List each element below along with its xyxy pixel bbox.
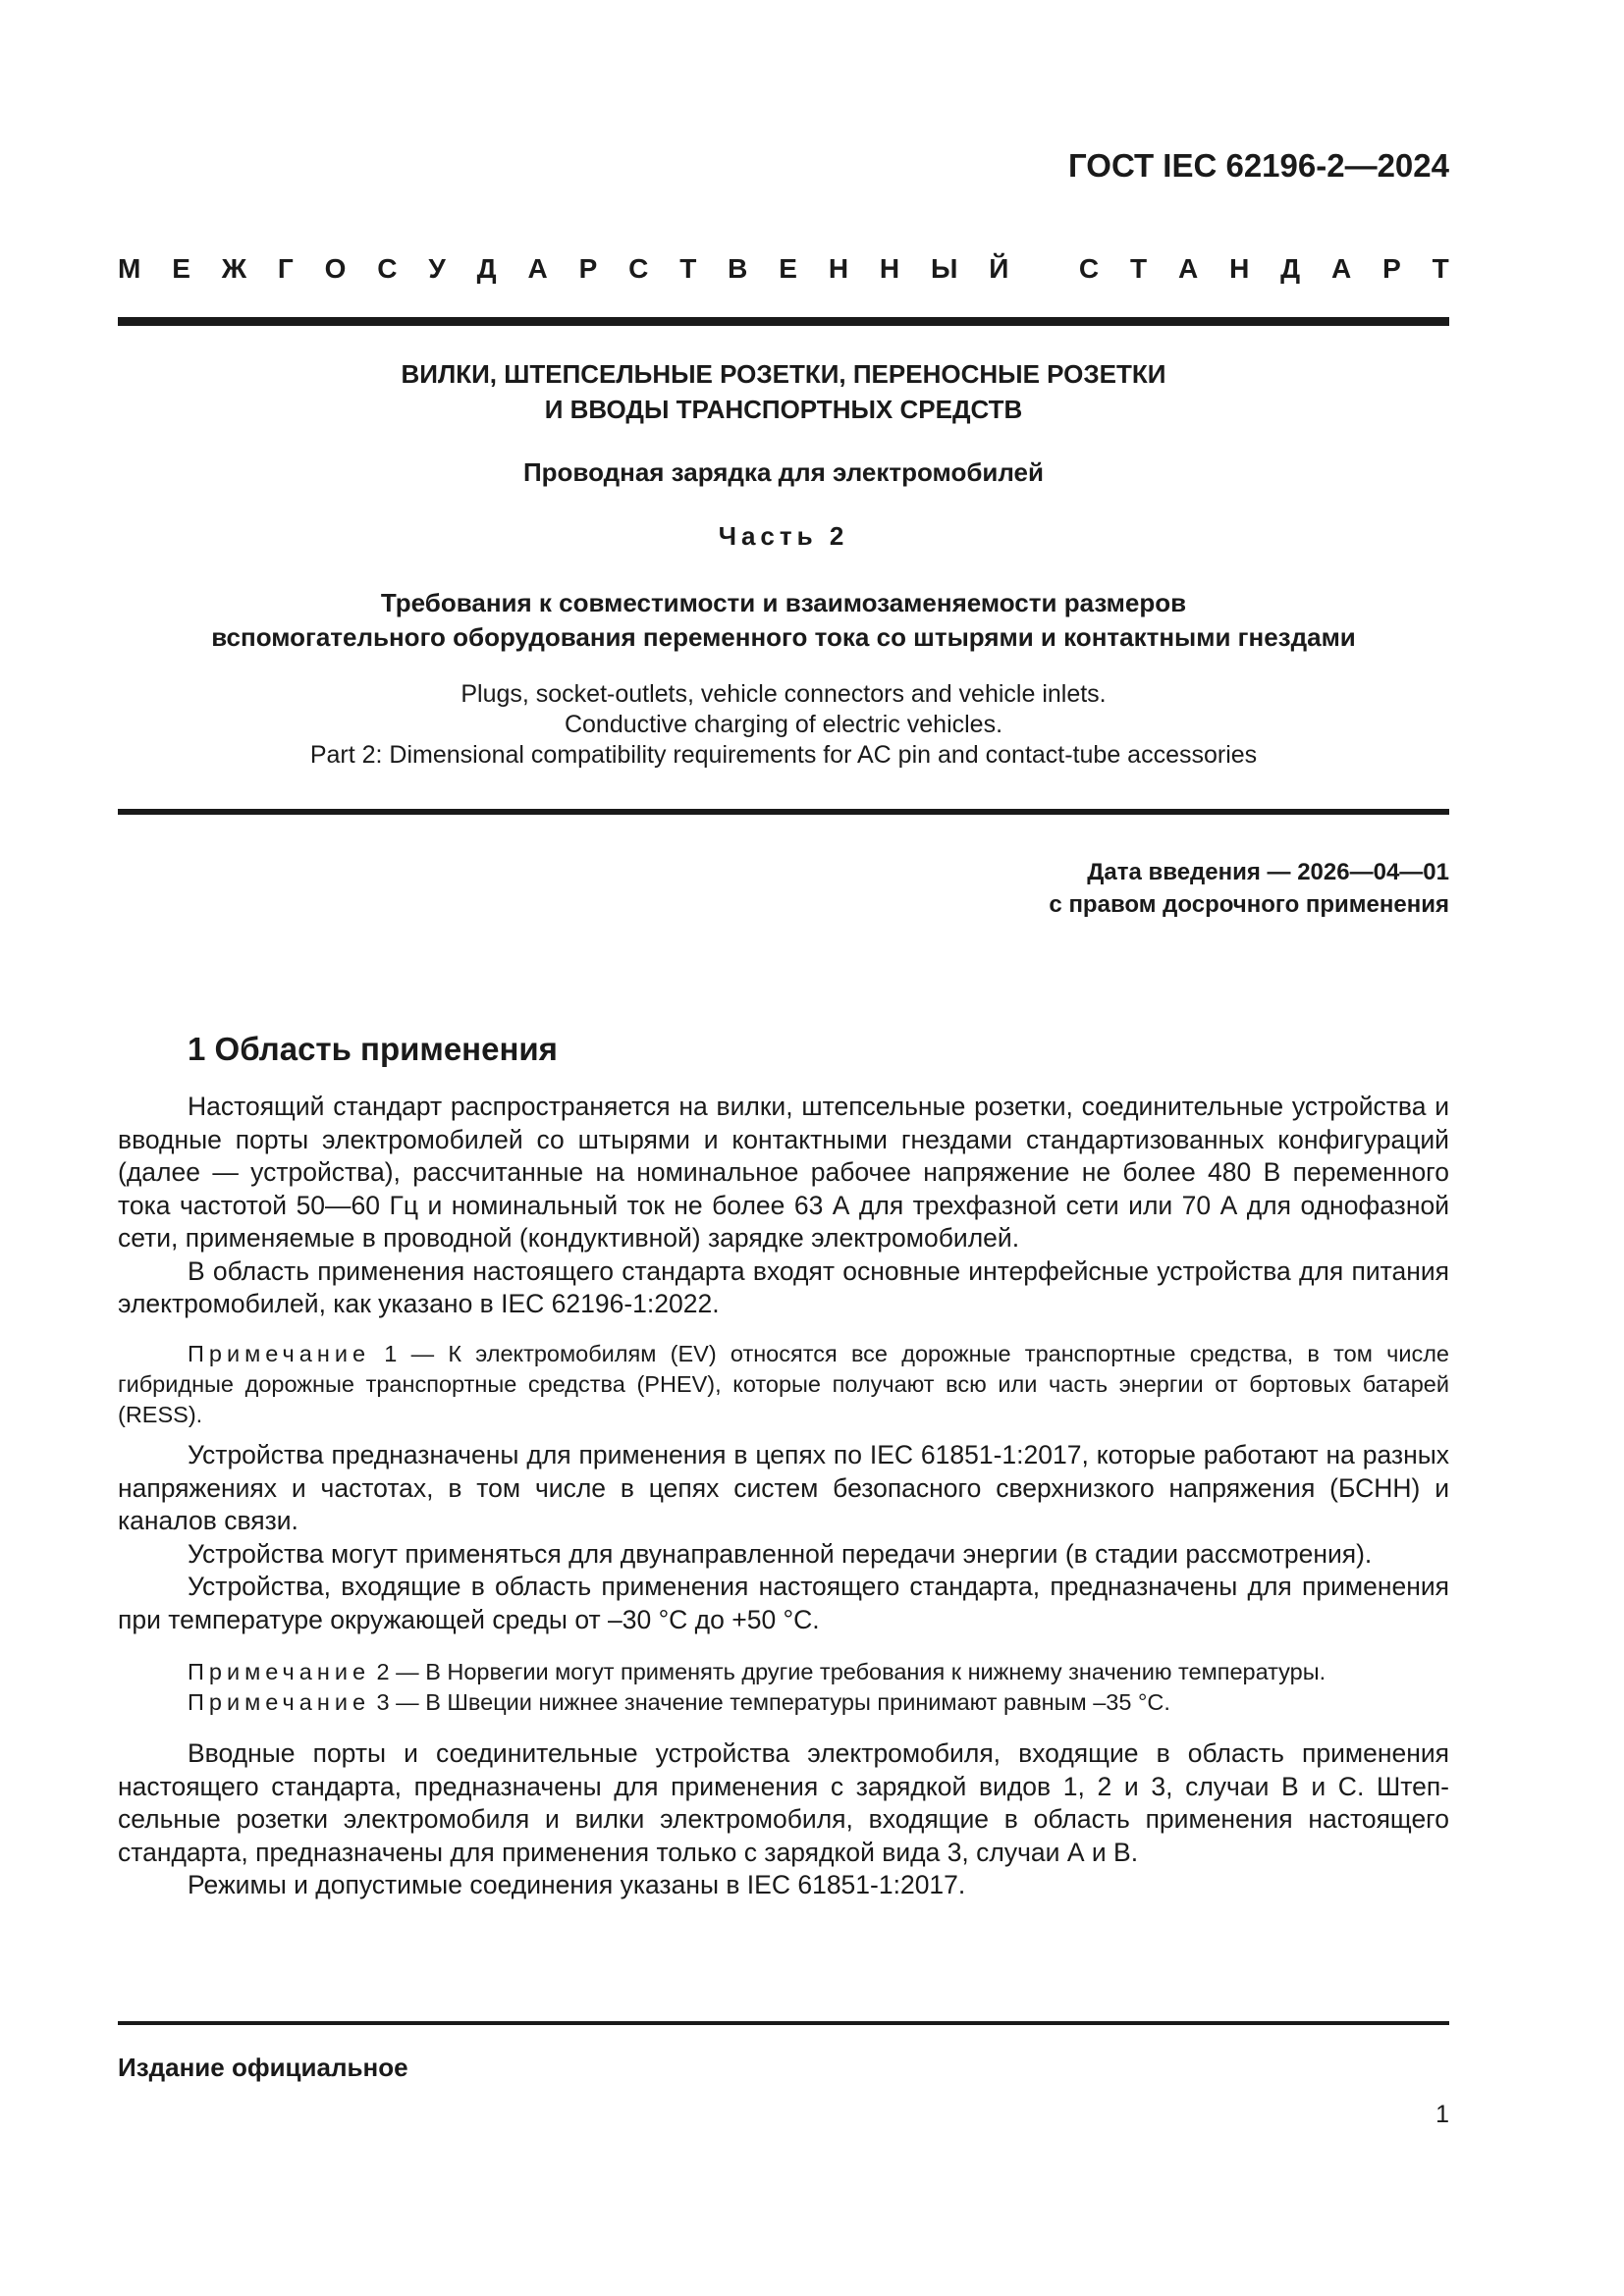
title-line-2: И ВВОДЫ ТРАНСПОРТНЫХ СРЕДСТВ: [544, 395, 1023, 424]
banner-letter: Д: [1280, 253, 1301, 284]
part-label: Часть 2: [718, 521, 849, 551]
document-code: ГОСТ IEC 62196-2—2024: [1068, 147, 1449, 184]
page-number: 1: [1435, 2101, 1449, 2128]
banner-letter: Т: [1432, 253, 1449, 284]
note-label: Примечание: [188, 1341, 371, 1366]
paragraph: Устройства предназначены для применения в цепях по IEC 61851-1:2017, которые работают на разных напряжениях и частотах, в том числе в цепях систем безопасного сверхнизкого напряжения (БСНН) и каналов связи.: [118, 1440, 1449, 1535]
banner-letter: С: [377, 253, 398, 284]
banner-letter: Т: [679, 253, 697, 284]
banner-letter: Т: [1130, 253, 1148, 284]
top-divider: [118, 317, 1449, 326]
section-body-3: [118, 1737, 1449, 1902]
section-body-1: [118, 1091, 1449, 1321]
official-edition-label: Издание официальное: [118, 2053, 408, 2082]
requirements-title-2: вспомогательного оборудования переменного тока со штырями и контактными гнездами: [211, 622, 1356, 652]
note-text: 1 — К электромобилям (EV) относятся все дорожные транспортные средства, в том числе гибридные дорожные транспортные средства (PHEV), которые получают всю или часть энергии от бортовых батарей (RESS).: [118, 1341, 1449, 1427]
introduction-date: [1049, 856, 1449, 921]
title-divider: [118, 809, 1449, 815]
note-text: 3 — В Швеции нижнее значение температуры принимают равным –35 °С.: [370, 1689, 1170, 1715]
banner-letter: Г: [277, 253, 294, 284]
note-text: 2 — В Норвегии могут применять другие требования к нижнему значению температуры.: [370, 1659, 1326, 1684]
banner-letter: Ж: [221, 253, 247, 284]
note-1: [118, 1339, 1449, 1430]
english-title-1: Plugs, socket-outlets, vehicle connectors and vehicle inlets.: [460, 680, 1107, 708]
banner-letter: Р: [1382, 253, 1401, 284]
banner-letter: А: [1330, 253, 1352, 284]
notes-2-3: [118, 1657, 1449, 1718]
title-line-1: ВИЛКИ, ШТЕПСЕЛЬНЫЕ РОЗЕТКИ, ПЕРЕНОСНЫЕ РОЗЕТКИ: [401, 359, 1166, 389]
banner-letter: В: [728, 253, 748, 284]
banner-gap: [1040, 253, 1048, 285]
subtitle: Проводная зарядка для электромобилей: [522, 457, 1044, 487]
paragraph: Устройства могут применяться для двунаправленной передачи энергии (в стадии рассмотрения).: [188, 1538, 1373, 1569]
banner-letter: Н: [1229, 253, 1250, 284]
banner-letter: С: [628, 253, 649, 284]
banner-letter: С: [1078, 253, 1100, 284]
early-application-line: с правом досрочного применения: [1049, 891, 1449, 918]
banner-letter: М: [118, 253, 141, 284]
banner-letter: Ы: [931, 253, 958, 284]
paragraph: Настоящий стандарт распространяется на вилки, штепсельные розетки, соединительные устройства и вводные порты электромобилей со штырями и контактными гнездами стандартизованных конфигураций (далее — устройства), рассчитанные на номинальное рабочее напряжение не более 480 В переменного тока частотой 50—60 Гц и номинальный ток не более 63 А для трехфазной сети или 70 А для однофазной сети, применяемые в проводной (кондуктивной) зарядке электромобилей.: [118, 1092, 1449, 1253]
paragraph: Режимы и допустимые соединения указаны в IEC 61851-1:2017.: [188, 1870, 966, 1899]
note-label: Примечание: [188, 1659, 371, 1684]
note-paragraph: [118, 1339, 1449, 1430]
standard-type-banner: [118, 253, 1449, 285]
requirements-title-1: Требования к совместимости и взаимозаменяемости размеров: [380, 588, 1187, 617]
banner-letter: Д: [476, 253, 497, 284]
banner-letter: А: [527, 253, 548, 284]
note-paragraph: [118, 1687, 1449, 1718]
note-label: Примечание: [188, 1689, 371, 1715]
introduction-date-line: Дата введения — 2026—04—01: [1087, 859, 1449, 885]
paragraph: Устройства, входящие в область применения настоящего стандарта, предназначены для применения при температуре окружающей среды от –30 °С до +50 °С.: [118, 1572, 1449, 1634]
english-title-3: Part 2: Dimensional compatibility requirements for AC pin and contact-tube accessories: [309, 741, 1258, 769]
paragraph: В область применения настоящего стандарта входят основные интерфейсные устройства для питания электромобилей, как указано в IEC 62196-1:2022.: [118, 1255, 1449, 1318]
paragraph: Вводные порты и соединительные устройства электромобиля, входящие в область применения настоящего стандарта, предназначены для применения с зарядкой видов 1, 2 и 3, случаи В и С. Штепсельные розетки электромобиля и вилки электромобиля, входящие в область применения настоящего стандарта, предназначены для применения только с зарядкой вида 3, случаи А и В.: [118, 1738, 1449, 1867]
banner-letter: Н: [828, 253, 849, 284]
section-heading: 1 Область применения: [188, 1031, 558, 1067]
banner-letter: У: [428, 253, 446, 284]
banner-letter: О: [324, 253, 347, 284]
section-body-2: [118, 1439, 1449, 1636]
banner-letter: Е: [172, 253, 190, 284]
note-paragraph: [118, 1657, 1449, 1687]
english-title-2: Conductive charging of electric vehicles.: [564, 711, 1003, 738]
banner-letter: Р: [578, 253, 598, 284]
footer-divider: [118, 2021, 1449, 2025]
banner-letter: Й: [989, 253, 1009, 284]
banner-letter: Е: [779, 253, 797, 284]
banner-letter: А: [1177, 253, 1199, 284]
banner-letter: Н: [879, 253, 900, 284]
